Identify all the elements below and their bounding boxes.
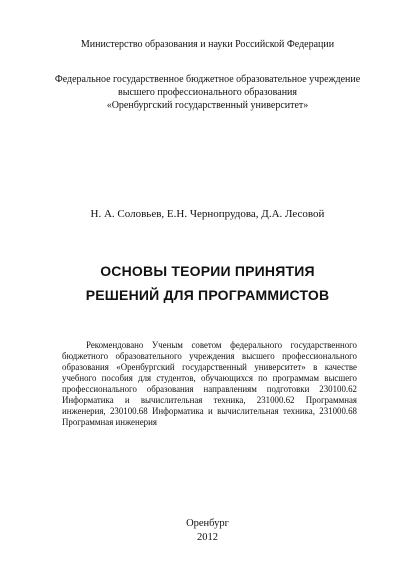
institution-line-1: Федеральное государственное бюджетное образовательное учреждение [54,74,361,85]
book-title [0,259,415,307]
imprint [0,517,415,545]
authors: Н. А. Соловьев, Е.Н. Чернопрудова, Д.А. Лесовой [90,208,325,220]
recommendation-text: Рекомендовано Ученым советом федерального государственного бюджетного образовательного учреждения высшего профессионального образования «Оренбургский государственный университет» в качестве учебного пособия для студентов, обучающихся по программам высшего профессионального образования направлениям подготовки 230100.62 Информатика и вычислительная техника, 231000.62 Программная инженерия, 230100.68 Информатика и вычислительная техника, 231000.68 Программная инженерия [62,340,357,427]
city: Оренбург [186,518,229,529]
ministry-name: Министерство образования и науки Российской Федерации [80,39,335,50]
book-title-line-1: ОСНОВЫ ТЕОРИИ ПРИНЯТИЯ [100,263,315,279]
institution-line-3: «Оренбургский государственный университет» [106,100,309,111]
year: 2012 [197,532,218,543]
institution-block [0,73,415,112]
institution-line-2: высшего профессионального образования [118,87,297,98]
book-title-line-2: РЕШЕНИЙ ДЛЯ ПРОГРАММИСТОВ [85,287,330,303]
